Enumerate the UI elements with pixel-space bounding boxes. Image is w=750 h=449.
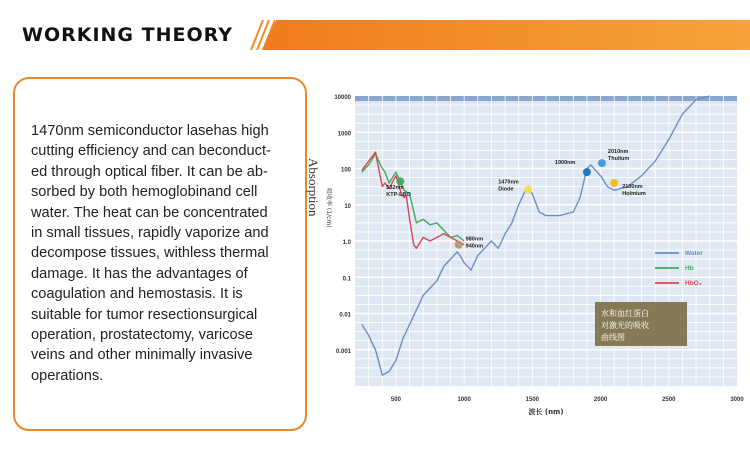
annotation-text: 对激光的吸收	[601, 321, 649, 330]
description-line: sorbed by both hemoglobinand cell	[31, 184, 258, 201]
absorption-chart	[305, 88, 745, 423]
legend-label: Hb	[685, 265, 694, 272]
x-tick-label: 500	[390, 397, 401, 403]
y-tick-label: 0.001	[335, 348, 351, 355]
annotation-text: 曲线图	[601, 333, 625, 342]
wavelength-point	[598, 159, 606, 167]
x-tick-label: 3000	[730, 397, 744, 403]
description-line: decompose tissues, withless thermal	[31, 245, 269, 262]
wavelength-point	[396, 177, 404, 185]
wavelength-label: Holmium	[622, 191, 646, 197]
x-tick-label: 1500	[525, 397, 540, 403]
description-line: coagulation and hemostasis. It is	[31, 286, 243, 303]
y-tick-label: 10	[344, 203, 351, 210]
y-axis-label-cn: 吸收率 (1/cm)	[325, 188, 332, 228]
wavelength-label: Diode	[498, 186, 514, 193]
description-line: suitable for tumor resectionsurgical	[31, 306, 258, 323]
y-tick-label: 1.0	[342, 240, 351, 246]
y-tick-label: 100	[340, 167, 351, 174]
legend-label: Water	[685, 250, 703, 257]
description-text	[31, 121, 301, 386]
description-line: operations.	[31, 367, 104, 384]
x-tick-label: 2500	[662, 397, 676, 403]
description-line: veins and other minimally invasive	[31, 347, 253, 364]
description-line: ed through optical fiber. It can be ab-	[31, 163, 268, 180]
wavelength-label: 940nm	[465, 243, 484, 250]
y-tick-label: 0.1	[342, 276, 351, 283]
description-line: in small tissues, rapidly vaporize and	[31, 225, 269, 242]
description-line: damage. It has the advantages of	[31, 265, 248, 282]
wavelength-label: KTP-LBO	[386, 192, 411, 199]
description-line: water. The heat can be concentrated	[31, 204, 268, 221]
description-line: operation, prostatectomy, varicose	[31, 327, 253, 344]
y-tick-label: 10000	[334, 95, 351, 101]
annotation-text: 水和血红蛋白	[601, 309, 649, 318]
description-line: 1470nm semiconductor lasehas high	[31, 123, 269, 139]
wavelength-point	[610, 179, 618, 187]
y-tick-label: 1000	[337, 131, 351, 138]
description-line: cutting efficiency and can beconduct-	[31, 143, 271, 160]
y-axis-label: Absorption	[306, 158, 321, 217]
wavelength-label: 532nm	[386, 185, 404, 192]
page-title: WORKING THEORY	[22, 24, 233, 46]
x-axis-label: 波长 (nm)	[528, 408, 564, 416]
x-tick-label: 2000	[593, 397, 608, 403]
wavelength-point	[524, 186, 532, 194]
wavelength-label: 2010nm	[607, 149, 629, 156]
x-tick-label: 1000	[457, 397, 471, 403]
wavelength-label: 980nm	[465, 236, 484, 243]
wavelength-point	[455, 241, 463, 249]
wavelength-label: 2100nm	[622, 184, 643, 190]
legend-label: HbO₂	[685, 280, 702, 287]
wavelength-label: Thulium	[607, 156, 630, 163]
y-tick-label: 0.01	[339, 312, 351, 319]
wavelength-point	[583, 168, 591, 176]
header-banner	[262, 20, 750, 50]
wavelength-label: 1900nm	[554, 160, 576, 167]
wavelength-label: 1470nm	[498, 179, 519, 186]
